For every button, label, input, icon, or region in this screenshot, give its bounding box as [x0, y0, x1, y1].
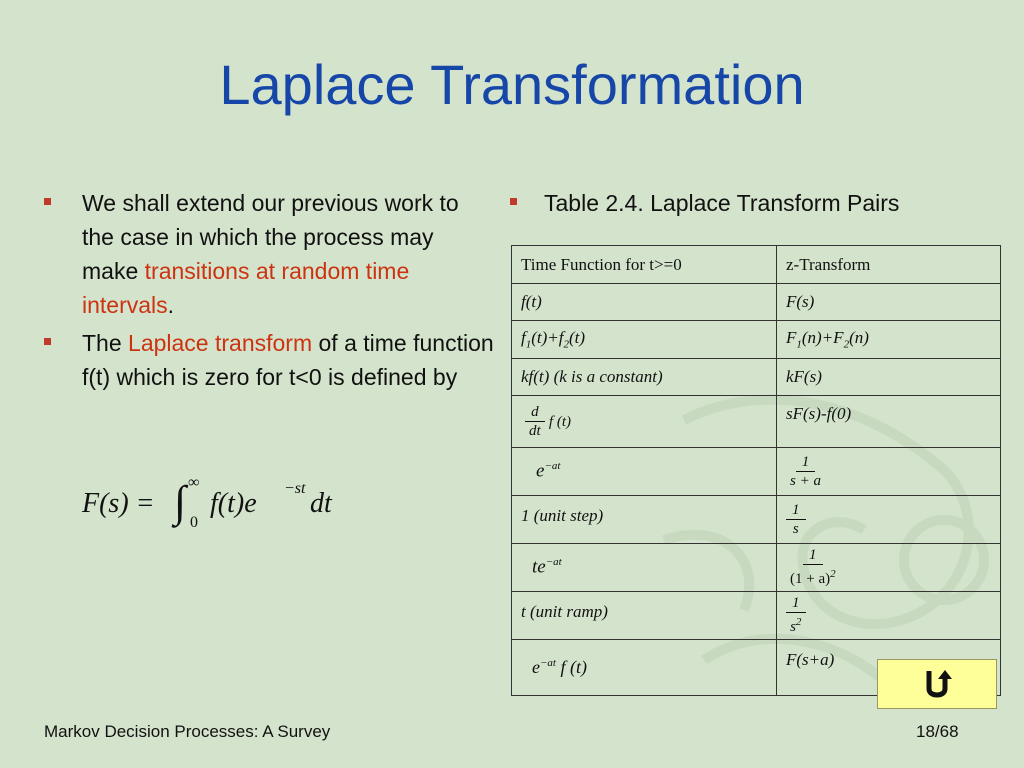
integral-sign: ∫	[174, 477, 187, 526]
table-row	[512, 592, 1001, 640]
transform-cell	[777, 448, 1001, 496]
return-arrow-icon	[920, 667, 954, 701]
integral-upper: ∞	[188, 474, 200, 491]
transform-cell: F(s)	[777, 284, 1001, 321]
formula-tail: dt	[310, 488, 332, 519]
table-row	[512, 284, 1001, 321]
derivative-fraction: $\frac{d}{dt}$	[525, 404, 545, 440]
transform-fraction: $\frac{1}{s + a}$	[790, 453, 821, 489]
transform-cell: F(s+a)	[777, 640, 1001, 696]
table-row	[512, 359, 1001, 396]
bullet-text-end: .	[167, 292, 175, 318]
formula-body: f(t)e	[210, 488, 257, 519]
table-row	[512, 321, 1001, 359]
integral-lower: 0	[190, 514, 198, 531]
time-cell: f(t)	[512, 284, 777, 321]
transform-cell	[777, 592, 1001, 640]
time-cell: $te^{-at}$	[512, 544, 777, 592]
table-row	[512, 496, 1001, 544]
table-row	[512, 544, 1001, 592]
bullet-marker	[44, 338, 51, 345]
column-header: Time Function for t>=0	[512, 246, 777, 284]
transform-fraction: $\frac{1}{s^2}$	[786, 595, 806, 636]
transform-cell	[777, 496, 1001, 544]
bullet-marker	[510, 198, 517, 205]
transform-cell: $F_1(n)+F_2(n)$	[777, 321, 1001, 359]
table-caption: Table 2.4. Laplace Transform Pairs	[544, 190, 900, 216]
slide-title: Laplace Transformation	[219, 53, 805, 116]
column-header: z-Transform	[777, 246, 1001, 284]
transform-cell: kF(s)	[777, 359, 1001, 396]
page-number: 18/68	[916, 722, 959, 741]
bullet-text: The	[82, 330, 129, 356]
table-caption-bullet	[510, 186, 1024, 220]
time-cell: 1 (unit step)	[512, 496, 777, 544]
bullet-item	[44, 186, 494, 322]
time-cell: t (unit ramp)	[512, 592, 777, 640]
table-header-row	[512, 246, 1001, 284]
time-cell: $\frac{d}{dt}$ f (t)	[512, 396, 777, 448]
bullet-text-end: of a time function f(t) which is zero for t<0 is defined by	[82, 330, 494, 390]
formula-lhs: F(s) =	[82, 488, 155, 519]
return-button[interactable]	[877, 659, 997, 709]
table-row	[512, 448, 1001, 496]
time-cell: $e^{-at}$	[512, 448, 777, 496]
time-cell: kf(t) (k is a constant)	[512, 359, 777, 396]
bullet-marker	[44, 198, 51, 205]
bullet-item	[44, 326, 494, 394]
bullet-text: We shall extend our previous work to the case in which the process may make	[82, 190, 459, 284]
laplace-pairs-table	[511, 245, 1001, 696]
transform-fraction: $\frac{1}{(1 + a)^2}$	[790, 547, 836, 587]
formula-exponent: −st	[284, 480, 306, 497]
time-cell: $e^{-at}$ f (t)	[512, 640, 777, 696]
time-cell: $f_1(t)+f_2(t)$	[512, 321, 777, 359]
laplace-formula	[82, 474, 342, 538]
table-row	[512, 396, 1001, 448]
transform-cell: sF(s)-f(0)	[777, 396, 1001, 448]
transform-fraction: $\frac{1}{s}$	[786, 502, 806, 538]
highlight-text: transitions at random time intervals	[82, 258, 410, 318]
footer-title: Markov Decision Processes: A Survey	[44, 722, 331, 741]
highlight-text: Laplace transform	[128, 330, 313, 356]
transform-cell	[777, 544, 1001, 592]
left-bullets	[44, 186, 494, 398]
